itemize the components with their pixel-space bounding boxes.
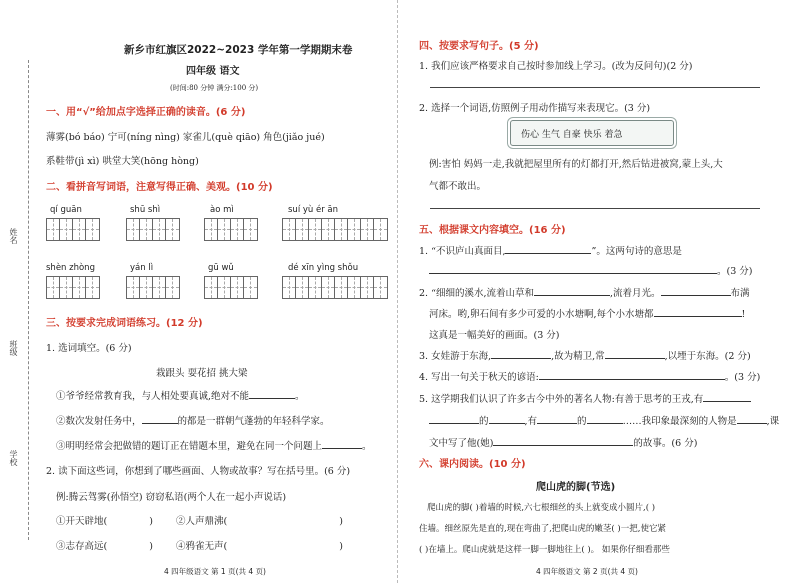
- sec3-q2: 2. 读下面这些词，你想到了哪些画面、人物或故事？写在括号里。(6 分): [46, 466, 351, 477]
- idiom-1: ①开天辟地( ): [56, 516, 153, 527]
- page-divider: [397, 0, 398, 583]
- writing-grid-2[interactable]: [126, 218, 180, 241]
- sec3-example: 例:腾云驾雾(孙悟空) 窃窃私语(两个人在一起小声说话): [56, 492, 287, 503]
- idiom-4: ④鸦雀无声( ): [176, 541, 343, 552]
- sec5-q3: 3. 女娃游于东海, ,故为精卫,常 ,以堙于东海。(2 分): [419, 348, 751, 362]
- pinyin-8: dé xīn yìng shǒu: [288, 263, 359, 273]
- sec5-q2-line2: 河床。哟,卵石间有多少可爱的小水塘啊,每个小水塘都 !: [429, 306, 745, 320]
- sec3-s2: ②数次发射任务中， 的都是一群朝气蓬勃的年轻科学家。: [56, 413, 330, 427]
- left-footer: 4 四年级语文 第 1 页(共 4 页): [164, 567, 266, 576]
- binding-label-school: 学校: [9, 450, 18, 466]
- blank-q5g[interactable]: [493, 435, 633, 446]
- sec4-q1: 1. 我们应该严格要求自己按时参加线上学习。(改为反问句)(2 分): [419, 61, 693, 72]
- section-3-heading: 三、按要求完成词语练习。(12 分): [46, 318, 203, 329]
- sec1-row1: 薄雾(bó báo) 宁可(níng nìng) 家雀儿(què qiāo) 角色(jiǎo jué): [46, 132, 325, 143]
- blank-q5c[interactable]: [489, 413, 525, 424]
- blank-s3[interactable]: [322, 438, 362, 449]
- pinyin-3: ào mì: [210, 205, 234, 215]
- pinyin-5: shèn zhòng: [46, 263, 95, 273]
- exam-subtitle: 四年级 语文: [186, 66, 240, 77]
- sec5-q1-line2: 。(3 分): [429, 263, 752, 277]
- section-6-heading: 六、课内阅读。(10 分): [419, 459, 526, 470]
- idiom-2: ②人声鼎沸( ): [176, 516, 343, 527]
- blank-q2a[interactable]: [534, 285, 610, 296]
- sec4-example-1: 例:害怕 妈妈一走,我就把屋里所有的灯都打开,然后钻进被窝,蒙上头,大: [429, 159, 723, 170]
- section-5-heading: 五、根据课文内容填空。(16 分): [419, 225, 566, 236]
- writing-grid-6[interactable]: [126, 276, 180, 299]
- sec4-example-2: 气都不敢出。: [429, 181, 487, 192]
- sec4-q2: 2. 选择一个词语,仿照例子用动作描写来表现它。(3 分): [419, 103, 651, 114]
- sec5-q4: 4. 写出一句关于秋天的谚语: 。(3 分): [419, 369, 760, 383]
- reading-title: 爬山虎的脚(节选): [536, 482, 616, 493]
- writing-grid-7[interactable]: [204, 276, 258, 299]
- blank-s2[interactable]: [142, 413, 178, 424]
- writing-grid-5[interactable]: [46, 276, 100, 299]
- blank-q2c[interactable]: [654, 306, 742, 317]
- section-1-heading: 一、用“√”给加点字选择正确的读音。(6 分): [46, 107, 246, 118]
- writing-grid-3[interactable]: [204, 218, 258, 241]
- section-2-heading: 二、看拼音写词语，注意写得正确、美观。(10 分): [46, 182, 273, 193]
- blank-q3b[interactable]: [605, 348, 665, 359]
- reading-p1: 爬山虎的脚( )着墙的时候,六七根细丝的头上就变成小圆片,( ): [427, 503, 656, 513]
- binding-label-name: 姓名: [9, 228, 18, 244]
- sec5-q2: 2. “细细的溪水,流着山草和 ,流着月光。 布满: [419, 285, 750, 299]
- blank-s1[interactable]: [249, 388, 295, 399]
- answer-line-1[interactable]: [430, 87, 760, 88]
- blank-q4[interactable]: [539, 369, 725, 380]
- writing-grid-1[interactable]: [46, 218, 100, 241]
- sec3-s1: ①爷爷经常教育我，与人相处要真诚,绝对不能 。: [56, 388, 305, 402]
- sec5-q5: 5. 这学期我们认识了许多古今中外的著名人物:有善于思考的王戎,有: [419, 391, 751, 405]
- sec5-q5-line2: 的 ,有 的 ……我印象最深刻的人物是 ,课: [429, 413, 779, 427]
- blank-q5a[interactable]: [703, 391, 751, 402]
- blank-q5d[interactable]: [537, 413, 577, 424]
- pinyin-1: qí guān: [50, 205, 82, 215]
- writing-grid-8[interactable]: [282, 276, 388, 299]
- blank-q3a[interactable]: [491, 348, 551, 359]
- time-note: (时间:80 分钟 满分:100 分): [170, 84, 259, 92]
- answer-line-2[interactable]: [430, 208, 760, 209]
- blank-q5b[interactable]: [429, 413, 479, 424]
- sec5-q1: 1. “不识庐山真面目, ”。这两句诗的意思是: [419, 243, 682, 257]
- pinyin-2: shū shì: [130, 205, 161, 215]
- blank-q5f[interactable]: [737, 413, 767, 424]
- blank-q1b[interactable]: [429, 263, 717, 274]
- reading-p2: 住墙。细丝原先是直的,现在弯曲了,把爬山虎的嫩茎( )一把,使它紧: [419, 524, 666, 534]
- blank-q2b[interactable]: [661, 285, 731, 296]
- section-4-heading: 四、按要求写句子。(5 分): [419, 41, 539, 52]
- sec5-q5-line3: 文中写了他(她) 的故事。(6 分): [429, 435, 697, 449]
- exam-title: 新乡市红旗区2022~2023 学年第一学期期末卷: [124, 44, 353, 56]
- binding-line: [28, 60, 29, 540]
- binding-label-class: 班级: [9, 340, 18, 356]
- blank-q1a[interactable]: [505, 243, 591, 254]
- idiom-3: ③志存高远( ): [56, 541, 153, 552]
- right-footer: 4 四年级语文 第 2 页(共 4 页): [536, 567, 638, 576]
- blank-q5e[interactable]: [587, 413, 623, 424]
- sec3-s3: ③明明经常会把做错的题订正在错题本里，避免在同一个问题上 。: [56, 438, 372, 452]
- sec3-choices: 栽跟头 耍花招 挑大梁: [156, 368, 248, 379]
- word-choices: 伤心 生气 自豪 快乐 着急: [521, 130, 623, 140]
- sec1-row2: 系鞋带(jì xì) 哄堂大笑(hōng hòng): [46, 156, 199, 167]
- reading-p3: ( )在墙上。爬山虎就是这样一脚一脚地往上( )。 如果你仔细看那些: [419, 545, 670, 555]
- sec5-q2-line3: 这真是一幅美好的画面。(3 分): [429, 330, 560, 341]
- sec3-q1: 1. 选词填空。(6 分): [46, 343, 132, 354]
- pinyin-4: suí yù ér ān: [288, 205, 339, 215]
- writing-grid-4[interactable]: [282, 218, 388, 241]
- pinyin-6: yán lì: [130, 263, 154, 273]
- pinyin-7: gū wǔ: [208, 263, 234, 273]
